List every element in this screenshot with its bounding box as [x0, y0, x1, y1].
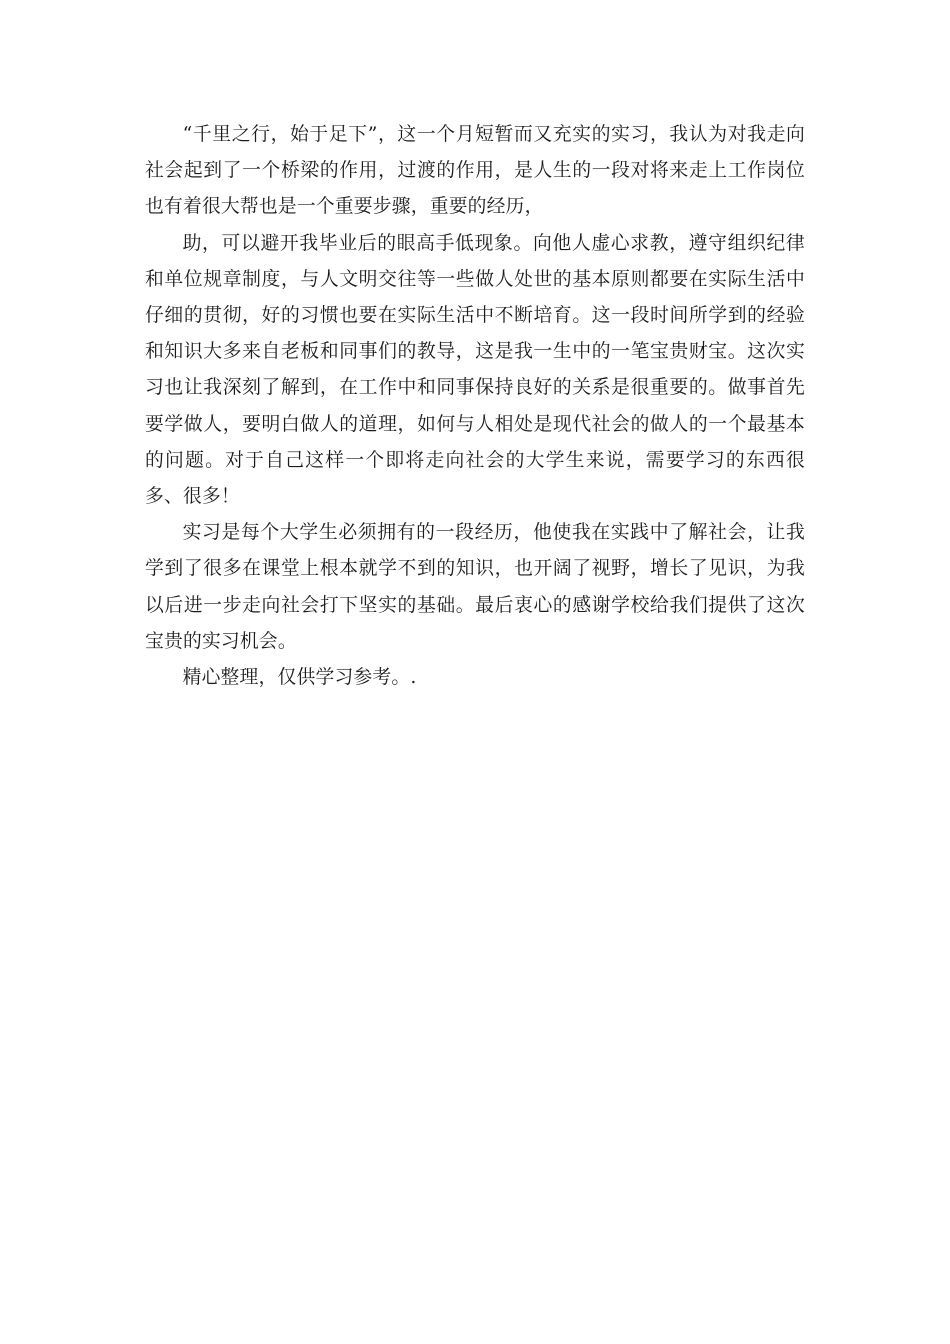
paragraph-footer-note: 精心整理，仅供学习参考。. [182, 667, 417, 689]
paragraph-3: 实习是每个大学生必须拥有的一段经历，他使我在实践中了解社会，让我学到了很多在课堂上根本就学不到的知识，也开阔了视野，增长了见识，为我以后进一步走向社会打下坚实的基础。最后衷心的感谢学校给我们提供了这次宝贵的实习机会。 [145, 522, 805, 652]
paragraph-1: “千里之行，始于足下”，这一个月短暂而又充实的实习，我认为对我走向社会起到了一个桥梁的作用，过渡的作用，是人生的一段对将来走上工作岗位也有着很大帮也是一个重要步骤，重要的经历， [145, 124, 805, 218]
paragraph-2: 助，可以避开我毕业后的眼高手低现象。向他人虚心求教，遵守组织纪律和单位规章制度，与人文明交往等一些做人处世的基本原则都要在实际生活中仔细的贯彻，好的习惯也要在实际生活中不断培育。这一段时间所学到的经验和知识大多来自老板和同事们的教导，这是我一生中的一笔宝贵财宝。这次实习也让我深刻了解到，在工作中和同事保持良好的关系是很重要的。做事首先要学做人，要明白做人的道理，如何与人相处是现代社会的做人的一个最基本的问题。对于自己这样一个即将走向社会的大学生来说，需要学习的东西很多、很多！ [145, 232, 805, 508]
document-body [145, 117, 805, 696]
